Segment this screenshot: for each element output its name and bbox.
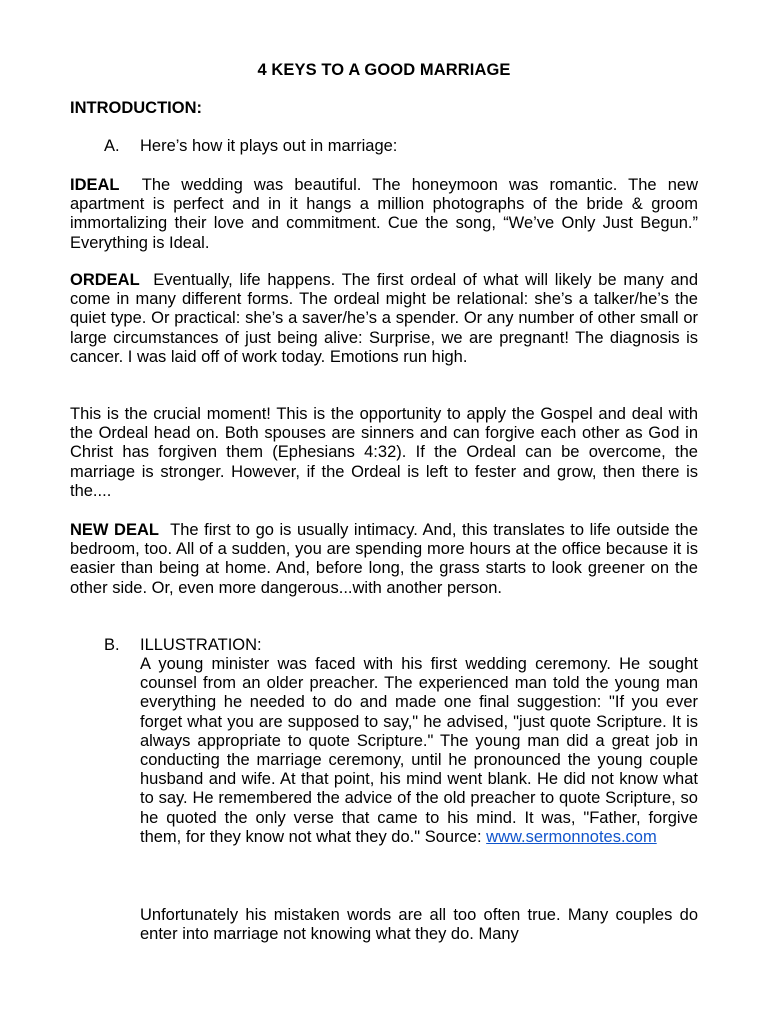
document-title: 4 KEYS TO A GOOD MARRIAGE xyxy=(257,61,511,79)
new-deal-heading: NEW DEAL xyxy=(70,521,159,539)
introduction-heading: INTRODUCTION: xyxy=(70,99,202,117)
new-deal-text: The first to go is usually intimacy. And, this translates to life outside the bedroom, too. All of a sudden, you are spending more hours at the office because it is easier than being at home. And, before long, the grass starts to look greener on the other side. Or, even more dangerous...with another person. xyxy=(70,521,699,597)
illustration-paragraph xyxy=(140,655,698,847)
outline-item-b xyxy=(104,636,262,655)
ideal-paragraph xyxy=(70,176,698,253)
unfortunately-paragraph xyxy=(140,906,698,944)
crucial-text: This is the crucial moment! This is the opportunity to apply the Gospel and deal with the Ordeal head on. Both spouses are sinners and can forgive each other as God in Christ has forgiven them (Ephesians 4:32). If the Ordeal can be overcome, the marriage is stronger. However, if the Ordeal is left to fester and grow, then there is the.... xyxy=(70,405,698,500)
new-deal-paragraph xyxy=(70,521,698,598)
ideal-text: The wedding was beautiful. The honeymoon was romantic. The new apartment is perfect and in it hangs a million photographs of the bride & groom immortalizing their love and commitment. Cue the song, “We’ve Only Just Begun.” Everything is Ideal. xyxy=(70,176,698,252)
ordeal-paragraph xyxy=(70,271,698,367)
source-label: Source: xyxy=(424,827,482,846)
source-link[interactable]: www.sermonnotes.com xyxy=(486,827,657,846)
outline-item-a xyxy=(104,137,397,156)
illustration-text: A young minister was faced with his first wedding ceremony. He sought counsel from an older preacher. The experienced man told the young man everything he needed to do and made one final suggestion: "If you ever forget what you are supposed to say," he advised, "just quote Scripture. It is always appropriate to quote Scripture." The young man did a great job in conducting the marriage ceremony, until he pronounced the young couple husband and wife. At that point, his mind went blank. He did not know what to say. He remembered the advice of the old preacher to quote Scripture, so he quoted the only verse that came to his mind. It was, "Father, forgive them, for they know not what they do." xyxy=(140,655,698,846)
crucial-paragraph xyxy=(70,405,698,501)
outline-text-a: Here’s how it plays out in marriage: xyxy=(140,137,398,155)
outline-marker-a: A. xyxy=(104,137,120,155)
ordeal-text: Eventually, life happens. The first ordeal of what will likely be many and come in many different forms. The ordeal might be relational: she’s a talker/he’s the quiet type. Or practical: she’s a saver/he’s a spender. Or any number of other small or large circumstances of just being alive: Surprise, we are pregnant! The diagnosis is cancer. I was laid off of work today. Emotions run high. xyxy=(70,271,699,366)
ideal-heading: IDEAL xyxy=(70,176,120,194)
ordeal-heading: ORDEAL xyxy=(70,271,140,289)
unfortunately-text: Unfortunately his mistaken words are all too often true. Many couples do enter into marriage not knowing what they do. Many xyxy=(140,906,698,944)
outline-text-b: ILLUSTRATION: xyxy=(140,636,262,654)
outline-marker-b: B. xyxy=(104,636,120,654)
